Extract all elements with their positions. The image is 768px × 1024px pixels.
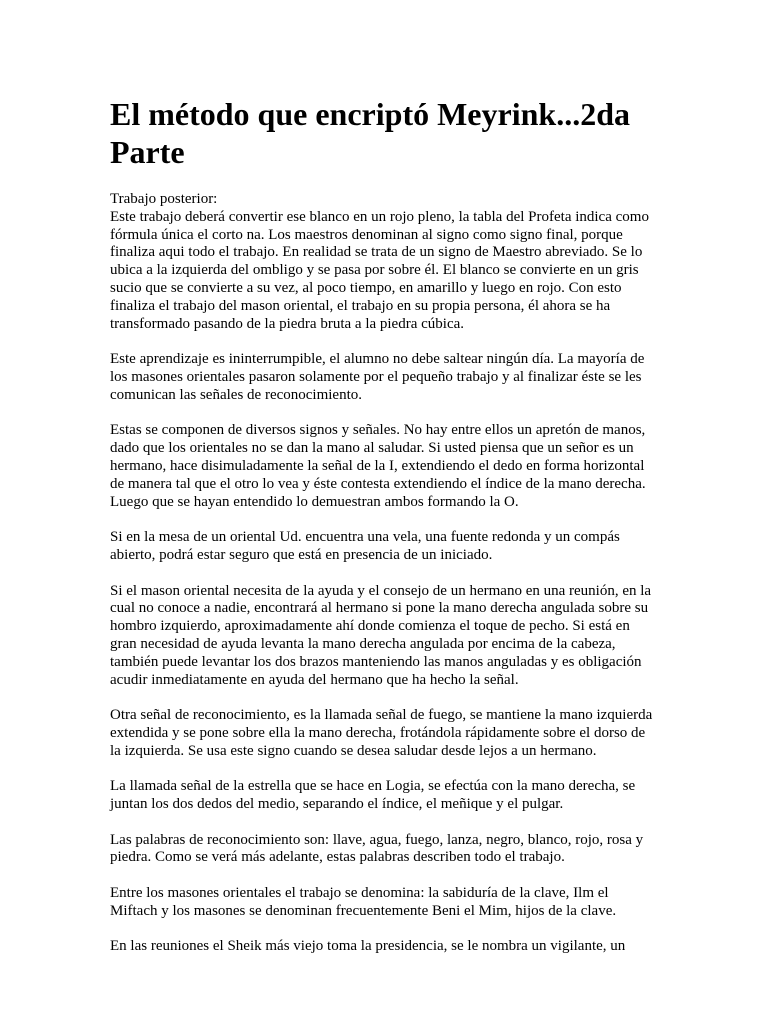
paragraph-1: Trabajo posterior: Este trabajo deberá convertir ese blanco en un rojo pleno, la tabla del Profeta indica como fórmula única el corto na. Los maestros denominan al signo como signo final, porque finaliza aqui todo el trabajo. En realidad se trata de un signo de Maestro abreviado. Se lo ubica a la izquierda del ombligo y se pasa por sobre él. El blanco se convierte en un gris sucio que se convierte a su vez, al poco tiempo, en amarillo y luego en rojo. Con esto finaliza el trabajo del mason oriental, el trabajo en su propia persona, él ahora se ha transformado pasando de la piedra bruta a la piedra cúbica. — [110, 191, 649, 332]
document-body — [110, 191, 658, 956]
paragraph-4: Si en la mesa de un oriental Ud. encuentra una vela, una fuente redonda y un compás abierto, podrá estar seguro que está en presencia de un iniciado. — [110, 529, 620, 563]
paragraph-6: Otra señal de reconocimiento, es la llamada señal de fuego, se mantiene la mano izquierda extendida y se pone sobre ella la mano derecha, frotándola rápidamente sobre el dorso de la izquierda. Se usa este signo cuando se desea saludar desde lejos a un hermano. — [110, 707, 653, 759]
document-title: El método que encriptó Meyrink...2da Parte — [110, 96, 630, 170]
document-page — [110, 95, 658, 974]
paragraph-5: Si el mason oriental necesita de la ayuda y el consejo de un hermano en una reunión, en la cual no conoce a nadie, encontrará al hermano si pone la mano derecha angulada sobre su hombro izquierdo, aproximadamente ahí donde comienza el toque de pecho. Si está en gran necesidad de ayuda levanta la mano derecha angulada por encima de la cabeza, también puede levantar los dos brazos manteniendo las manos anguladas y es obligación acudir inmediatamente en ayuda del hermano que ha hecho la señal. — [110, 582, 652, 688]
paragraph-9: Entre los masones orientales el trabajo se denomina: la sabiduría de la clave, Ilm el Miftach y los masones se denominan frecuentemente Beni el Mim, hijos de la clave. — [110, 885, 617, 919]
paragraph-10: En las reuniones el Sheik más viejo toma la presidencia, se le nombra un vigilante, un — [110, 938, 626, 955]
paragraph-8: Las palabras de reconocimiento son: llave, agua, fuego, lanza, negro, blanco, rojo, rosa y piedra. Como se verá más adelante, estas palabras describen todo el trabajo. — [110, 831, 644, 866]
paragraph-7: La llamada señal de la estrella que se hace en Logia, se efectúa con la mano derecha, se juntan los dos dedos del medio, separando el índice, el meñique y el pulgar. — [110, 778, 636, 813]
paragraph-2: Este aprendizaje es ininterrumpible, el alumno no debe saltear ningún día. La mayoría de los masones orientales pasaron solamente por el pequeño trabajo y al finalizar éste se les comunican las señales de reconocimiento. — [110, 351, 645, 403]
paragraph-3: Estas se componen de diversos signos y señales. No hay entre ellos un apretón de manos, dado que los orientales no se dan la mano al saludar. Si usted piensa que un señor es un hermano, hace disimuladamente la señal de la I, extendiendo el dedo en forma horizontal de manera tal que el otro lo vea y éste contesta extendiendo el índice de la mano derecha. Luego que se hayan entendido lo demuestran ambos formando la O. — [110, 422, 646, 510]
